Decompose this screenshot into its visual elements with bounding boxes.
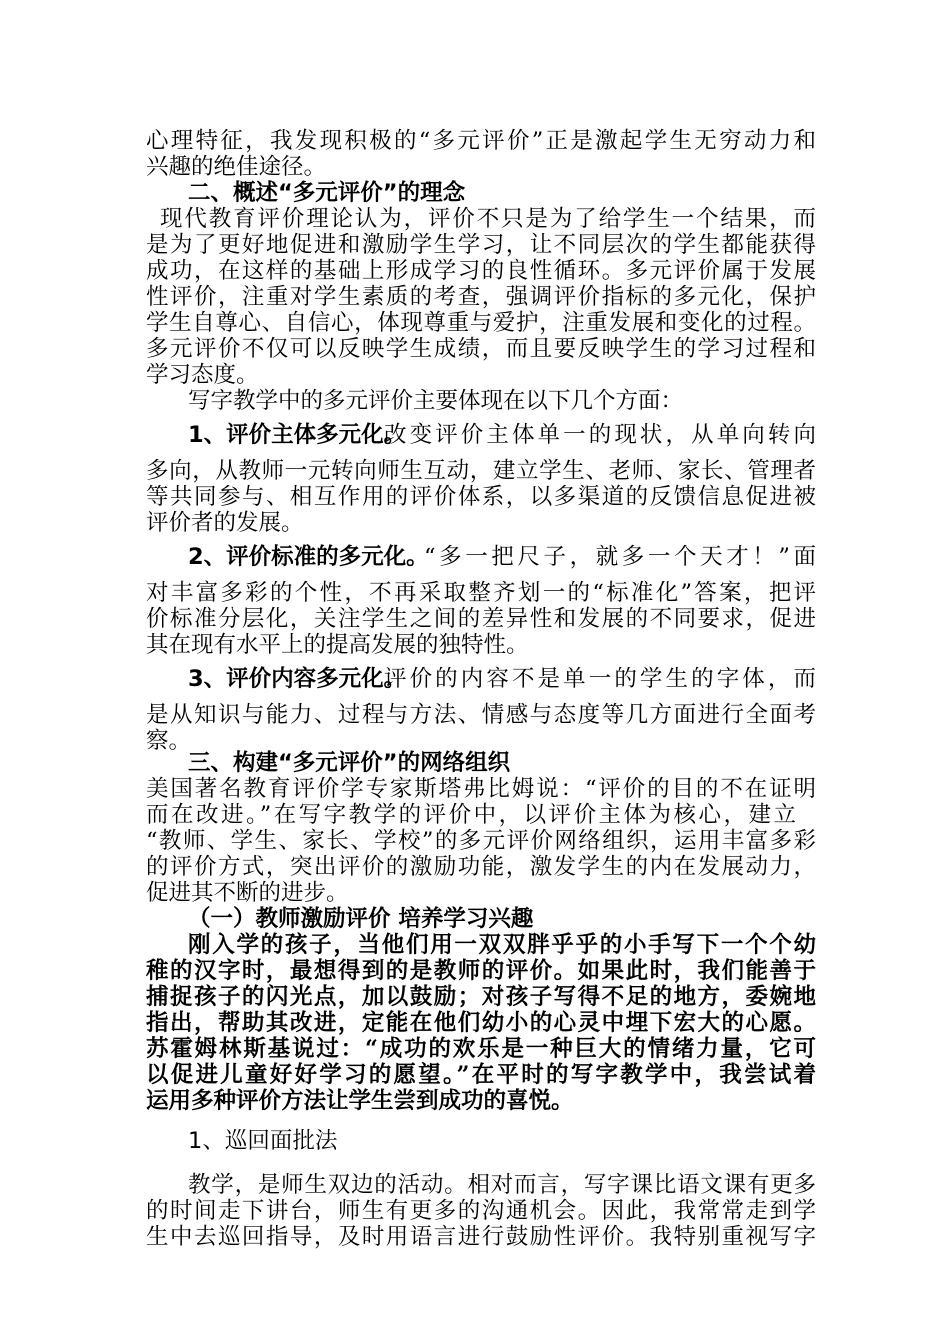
- item-heading: 2、评价标准的多元化。: [188, 544, 429, 570]
- paragraph-line: 学生自尊心、自信心，体现尊重与爱护，注重发展和变化的过程。: [146, 310, 816, 336]
- paragraph-line: 其在现有水平上的提高发展的独特性。: [146, 632, 529, 658]
- paragraph-line: 写字教学中的多元评价主要体现在以下几个方面：: [188, 388, 684, 414]
- method-heading: 1、巡回面批法: [188, 1128, 338, 1154]
- paragraph-line: 苏霍姆林斯基说过：“成功的欢乐是一种巨大的情绪力量，它可: [146, 1036, 816, 1062]
- paragraph-line: “多一把尺子，就多一个天才！”面: [424, 544, 816, 570]
- paragraph-line: 促进其不断的进步。: [146, 880, 349, 906]
- section-heading: 三、构建“多元评价”的网络组织: [188, 750, 511, 776]
- paragraph-line: “教师、学生、家长、学校”的多元评价网络组织，运用丰富多彩: [146, 828, 816, 854]
- paragraph-line: 性评价，注重对学生素质的考查，强调评价指标的多元化，保护: [146, 284, 816, 310]
- paragraph-line: 多元评价不仅可以反映学生成绩，而且要反映学生的学习过程和: [146, 336, 816, 362]
- subsection-heading: （一）教师激励评价 培养学习兴趣: [188, 906, 534, 932]
- paragraph-line: 以促进儿童好好学习的愿望。”在平时的写字教学中，我尝试着: [146, 1062, 816, 1088]
- paragraph-line: 察。: [146, 728, 192, 754]
- paragraph-line: 运用多种评价方法让学生尝到成功的喜悦。: [146, 1088, 574, 1114]
- paragraph-line: 捕捉孩子的闪光点，加以鼓励；对孩子写得不足的地方，委婉地: [146, 984, 816, 1010]
- item-heading: 3、评价内容多元化。: [188, 666, 407, 692]
- paragraph-line: 是从知识与能力、过程与方法、情感与态度等几方面进行全面考: [146, 702, 816, 728]
- paragraph-line: 评价的内容不是单一的学生的字体，而: [384, 666, 816, 692]
- paragraph-line: 生中去巡回指导，及时用语言进行鼓励性评价。我特别重视写字: [146, 1224, 816, 1250]
- paragraph-line: 学习态度。: [146, 362, 259, 388]
- paragraph-line: 而在改进。”在写字教学的评价中，以评价主体为核心，建立: [146, 802, 796, 828]
- paragraph-line: 评价者的发展。: [146, 510, 304, 536]
- paragraph-line: 心理特征，我发现积极的“多元评价”正是激起学生无穷动力和: [146, 128, 816, 154]
- paragraph-line: 改变评价主体单一的现状，从单向转向: [384, 422, 816, 448]
- paragraph-line: 美国著名教育评价学专家斯塔弗比姆说：“评价的目的不在证明: [146, 776, 816, 802]
- paragraph-line: 成功，在这样的基础上形成学习的良性循环。多元评价属于发展: [146, 258, 816, 284]
- paragraph-line: 是为了更好地促进和激励学生学习，让不同层次的学生都能获得: [146, 232, 816, 258]
- paragraph-line: 的评价方式，突出评价的激励功能，激发学生的内在发展动力，: [146, 854, 816, 880]
- section-heading: 二、概述“多元评价”的理念: [188, 180, 466, 206]
- paragraph-line: 对丰富多彩的个性，不再采取整齐划一的“标准化”答案，把评: [146, 580, 816, 606]
- paragraph-line: 教学，是师生双边的活动。相对而言，写字课比语文课有更多: [188, 1172, 816, 1198]
- paragraph-line: 的时间走下讲台，师生有更多的沟通机会。因此，我常常走到学: [146, 1198, 816, 1224]
- paragraph-line: 等共同参与、相互作用的评价体系，以多渠道的反馈信息促进被: [146, 484, 816, 510]
- paragraph-line: 多向，从教师一元转向师生互动，建立学生、老师、家长、管理者: [146, 458, 816, 484]
- paragraph-line: 刚入学的孩子，当他们用一双双胖乎乎的小手写下一个个幼: [188, 932, 816, 958]
- paragraph-line: 现代教育评价理论认为，评价不只是为了给学生一个结果，而: [160, 206, 816, 232]
- paragraph-line: 价标准分层化，关注学生之间的差异性和发展的不同要求，促进: [146, 606, 816, 632]
- paragraph-line: 兴趣的绝佳途径。: [146, 154, 327, 180]
- item-heading: 1、评价主体多元化。: [188, 422, 407, 448]
- paragraph-line: 指出，帮助其改进，定能在他们幼小的心灵中埋下宏大的心愿。: [146, 1010, 816, 1036]
- paragraph-line: 稚的汉字时，最想得到的是教师的评价。如果此时，我们能善于: [146, 958, 816, 984]
